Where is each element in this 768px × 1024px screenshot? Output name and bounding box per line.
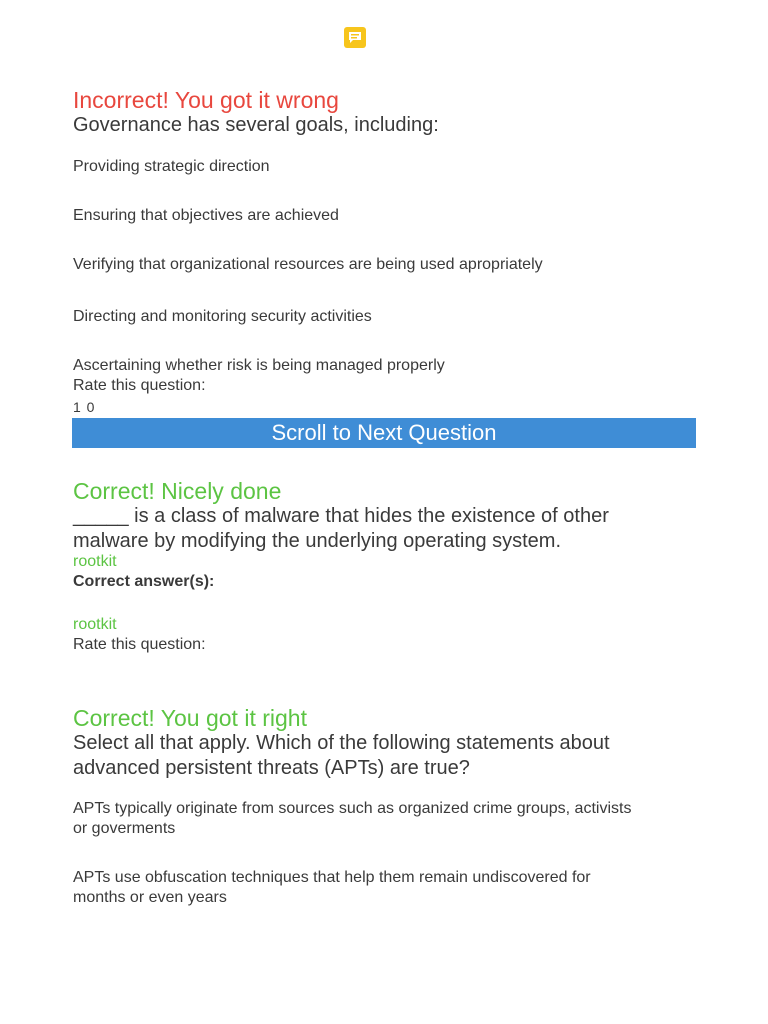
q2-question-line1: _____ is a class of malware that hides the existence of other bbox=[73, 505, 609, 527]
q3-option-line2: or goverments bbox=[73, 820, 176, 837]
q1-rate-label: Rate this question: bbox=[73, 377, 206, 394]
comment-note-icon[interactable] bbox=[344, 27, 366, 48]
q2-result-status: Correct! Nicely done bbox=[73, 478, 282, 504]
q1-option: Providing strategic direction bbox=[73, 158, 270, 175]
q2-rate-label: Rate this question: bbox=[73, 636, 206, 653]
q3-option-line2: months or even years bbox=[73, 889, 227, 906]
q3-result-status: Correct! You got it right bbox=[73, 705, 307, 731]
q1-result-status: Incorrect! You got it wrong bbox=[73, 87, 339, 113]
q3-question-line2: advanced persistent threats (APTs) are true? bbox=[73, 757, 470, 779]
q3-option-line1: APTs use obfuscation techniques that help them remain undiscovered for bbox=[73, 869, 591, 886]
scroll-to-next-question-button[interactable]: Scroll to Next Question bbox=[72, 418, 696, 448]
q2-correct-answer: rootkit bbox=[73, 616, 117, 633]
q3-option-line1: APTs typically originate from sources such as organized crime groups, activists bbox=[73, 800, 632, 817]
q1-option: Ensuring that objectives are achieved bbox=[73, 207, 339, 224]
q1-option: Verifying that organizational resources are being used apropriately bbox=[73, 256, 543, 273]
q2-user-answer: rootkit bbox=[73, 553, 117, 570]
q2-correct-answers-label: Correct answer(s): bbox=[73, 573, 215, 590]
q1-option: Directing and monitoring security activities bbox=[73, 308, 372, 325]
q1-option: Ascertaining whether risk is being managed properly bbox=[73, 357, 445, 374]
q3-question-line1: Select all that apply. Which of the following statements about bbox=[73, 732, 610, 754]
q2-question-line2: malware by modifying the underlying operating system. bbox=[73, 530, 562, 552]
q1-rating-value[interactable]: 1 0 bbox=[73, 399, 96, 415]
q1-question-text: Governance has several goals, including: bbox=[73, 114, 439, 136]
